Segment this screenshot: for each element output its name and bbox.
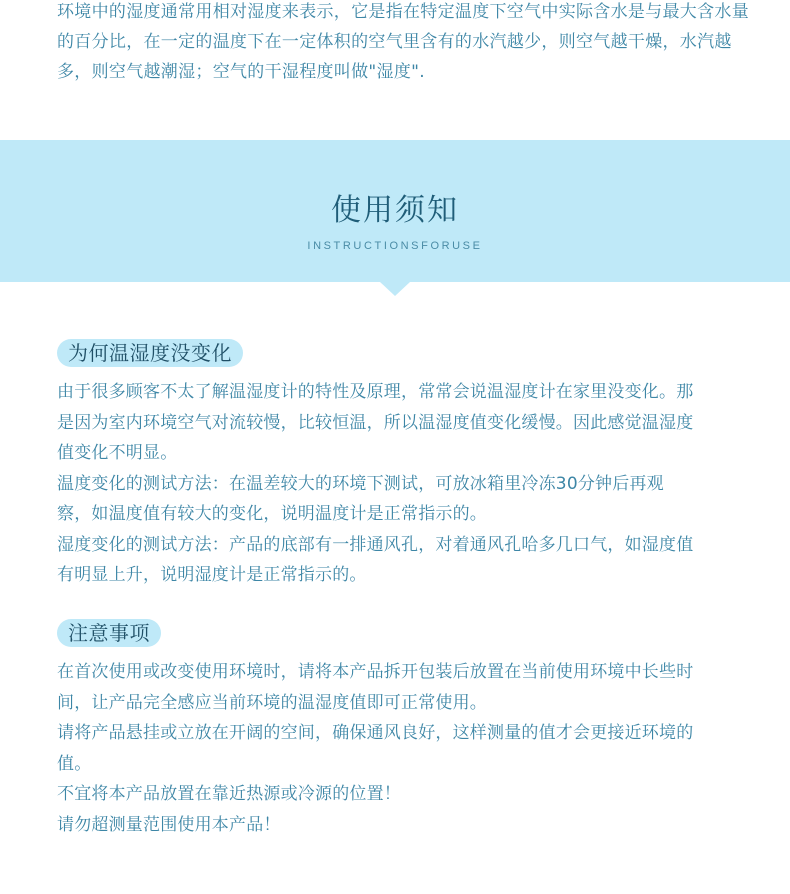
banner-pointer	[380, 282, 410, 296]
section-paragraph: 湿度变化的测试方法：产品的底部有一排通风孔，对着通风孔哈多几口气，如湿度值有明显上升，说明湿度计是正常指示的。	[57, 534, 694, 585]
section-paragraph: 由于很多顾客不太了解温湿度计的特性及原理，常常会说温湿度计在家里没变化。那是因为室内环境空气对流较慢，比较恒温，所以温湿度值变化缓慢。因此感觉温湿度值变化不明显。	[57, 382, 694, 463]
section-paragraph: 温度变化的测试方法：在温差较大的环境下测试，可放冰箱里冷冻30分钟后再观察，如温度值有较大的变化，说明温度计是正常指示的。	[57, 473, 664, 524]
intro-paragraph: 环境中的湿度通常用相对湿度来表示，它是指在特定温度下空气中实际含水是与最大含水量的百分比，在一定的温度下在一定体积的空气里含有的水汽越少，则空气越干燥，水汽越多，则空气越潮湿；空气的干湿程度叫做"湿度".	[57, 2, 749, 82]
section-body	[57, 377, 697, 591]
banner-title: 使用须知	[331, 193, 459, 228]
section-paragraph: 不宜将本产品放置在靠近热源或冷源的位置！	[57, 784, 401, 804]
section-paragraph: 请将产品悬挂或立放在开阔的空间，确保通风良好，这样测量的值才会更接近环境的值。	[57, 723, 694, 774]
banner-subtitle: INSTRUCTIONSFORUSE	[307, 240, 483, 252]
section-why-no-change	[57, 339, 697, 591]
section-body	[57, 657, 697, 840]
section-paragraph: 请勿超测量范围使用本产品！	[57, 814, 281, 835]
section-heading: 注意事项	[57, 619, 161, 647]
section-heading: 为何温湿度没变化	[57, 339, 243, 367]
section-precautions	[57, 619, 697, 840]
instructions-banner	[0, 140, 790, 282]
section-paragraph: 在首次使用或改变使用环境时，请将本产品拆开包装后放置在当前使用环境中长些时间，让产品完全感应当前环境的温湿度值即可正常使用。	[57, 662, 694, 713]
